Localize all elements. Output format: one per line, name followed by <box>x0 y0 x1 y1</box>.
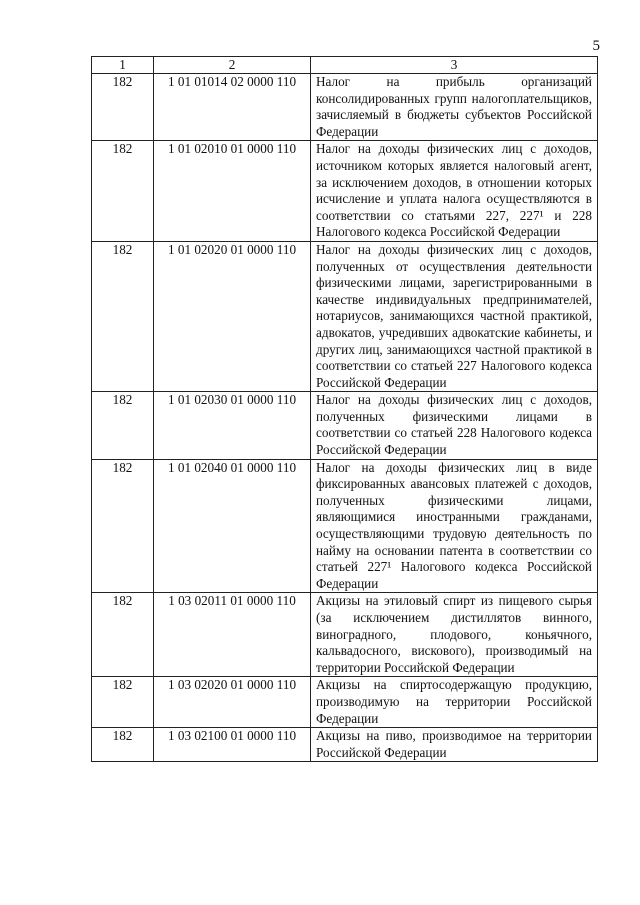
table-header-row <box>92 57 598 74</box>
revenue-name-cell: Акцизы на спиртосодержащую продукцию, производимую на территории Российской Федерации <box>311 677 598 728</box>
page-number: 5 <box>592 38 600 54</box>
budget-code-cell: 1 01 02030 01 0000 110 <box>154 392 311 459</box>
table-row <box>92 728 598 762</box>
table-row <box>92 74 598 141</box>
admin-code-cell: 182 <box>92 728 154 762</box>
table-row <box>92 141 598 242</box>
admin-code-cell: 182 <box>92 241 154 391</box>
table-row <box>92 593 598 677</box>
admin-code-cell: 182 <box>92 392 154 459</box>
admin-code-cell: 182 <box>92 141 154 242</box>
admin-code-cell: 182 <box>92 74 154 141</box>
revenue-name-cell: Налог на доходы физических лиц с доходов, полученных физическими лицами в соответствии со статьей 228 Налогового кодекса Российской Федерации <box>311 392 598 459</box>
revenue-name-cell: Налог на прибыль организаций консолидированных групп налогоплательщиков, зачисляемый в бюджеты субъектов Российской Федерации <box>311 74 598 141</box>
admin-code-cell: 182 <box>92 459 154 593</box>
revenue-name-cell: Налог на доходы физических лиц с доходов, полученных от осуществления деятельности физическими лицами, зарегистрированными в качестве индивидуальных предпринимателей, нотариусов, занимающихся частной практикой, адвокатов, учредивших адвокатские кабинеты, и других лиц, занимающихся частной практикой в соответствии со статьей 227 Налогового кодекса Российской Федерации <box>311 241 598 391</box>
budget-code-cell: 1 03 02020 01 0000 110 <box>154 677 311 728</box>
column-header-1: 1 <box>92 57 154 74</box>
budget-code-cell: 1 01 02010 01 0000 110 <box>154 141 311 242</box>
revenue-name-cell: Налог на доходы физических лиц с доходов, источником которых является налоговый агент, за исключением доходов, в отношении которых исчисление и уплата налога осуществляются в соответствии со статьями 227, 227¹ и 228 Налогового кодекса Российской Федерации <box>311 141 598 242</box>
table-row <box>92 241 598 391</box>
table-row <box>92 392 598 459</box>
budget-code-cell: 1 01 02020 01 0000 110 <box>154 241 311 391</box>
admin-code-cell: 182 <box>92 593 154 677</box>
revenue-name-cell: Акцизы на этиловый спирт из пищевого сырья (за исключением дистиллятов винного, виноградного, плодового, коньячного, кальвадосного, вискового), производимый на территории Российской Федерации <box>311 593 598 677</box>
budget-code-cell: 1 01 02040 01 0000 110 <box>154 459 311 593</box>
column-header-3: 3 <box>311 57 598 74</box>
budget-classification-table <box>91 56 598 762</box>
table-row <box>92 677 598 728</box>
column-header-2: 2 <box>154 57 311 74</box>
budget-code-cell: 1 03 02100 01 0000 110 <box>154 728 311 762</box>
budget-code-cell: 1 03 02011 01 0000 110 <box>154 593 311 677</box>
revenue-name-cell: Акцизы на пиво, производимое на территории Российской Федерации <box>311 728 598 762</box>
table-row <box>92 459 598 593</box>
admin-code-cell: 182 <box>92 677 154 728</box>
revenue-name-cell: Налог на доходы физических лиц в виде фиксированных авансовых платежей с доходов, полученных физическими лицами, являющимися иностранными гражданами, осуществляющими трудовую деятельность по найму на основании патента в соответствии со статьей 227¹ Налогового кодекса Российской Федерации <box>311 459 598 593</box>
budget-code-cell: 1 01 01014 02 0000 110 <box>154 74 311 141</box>
